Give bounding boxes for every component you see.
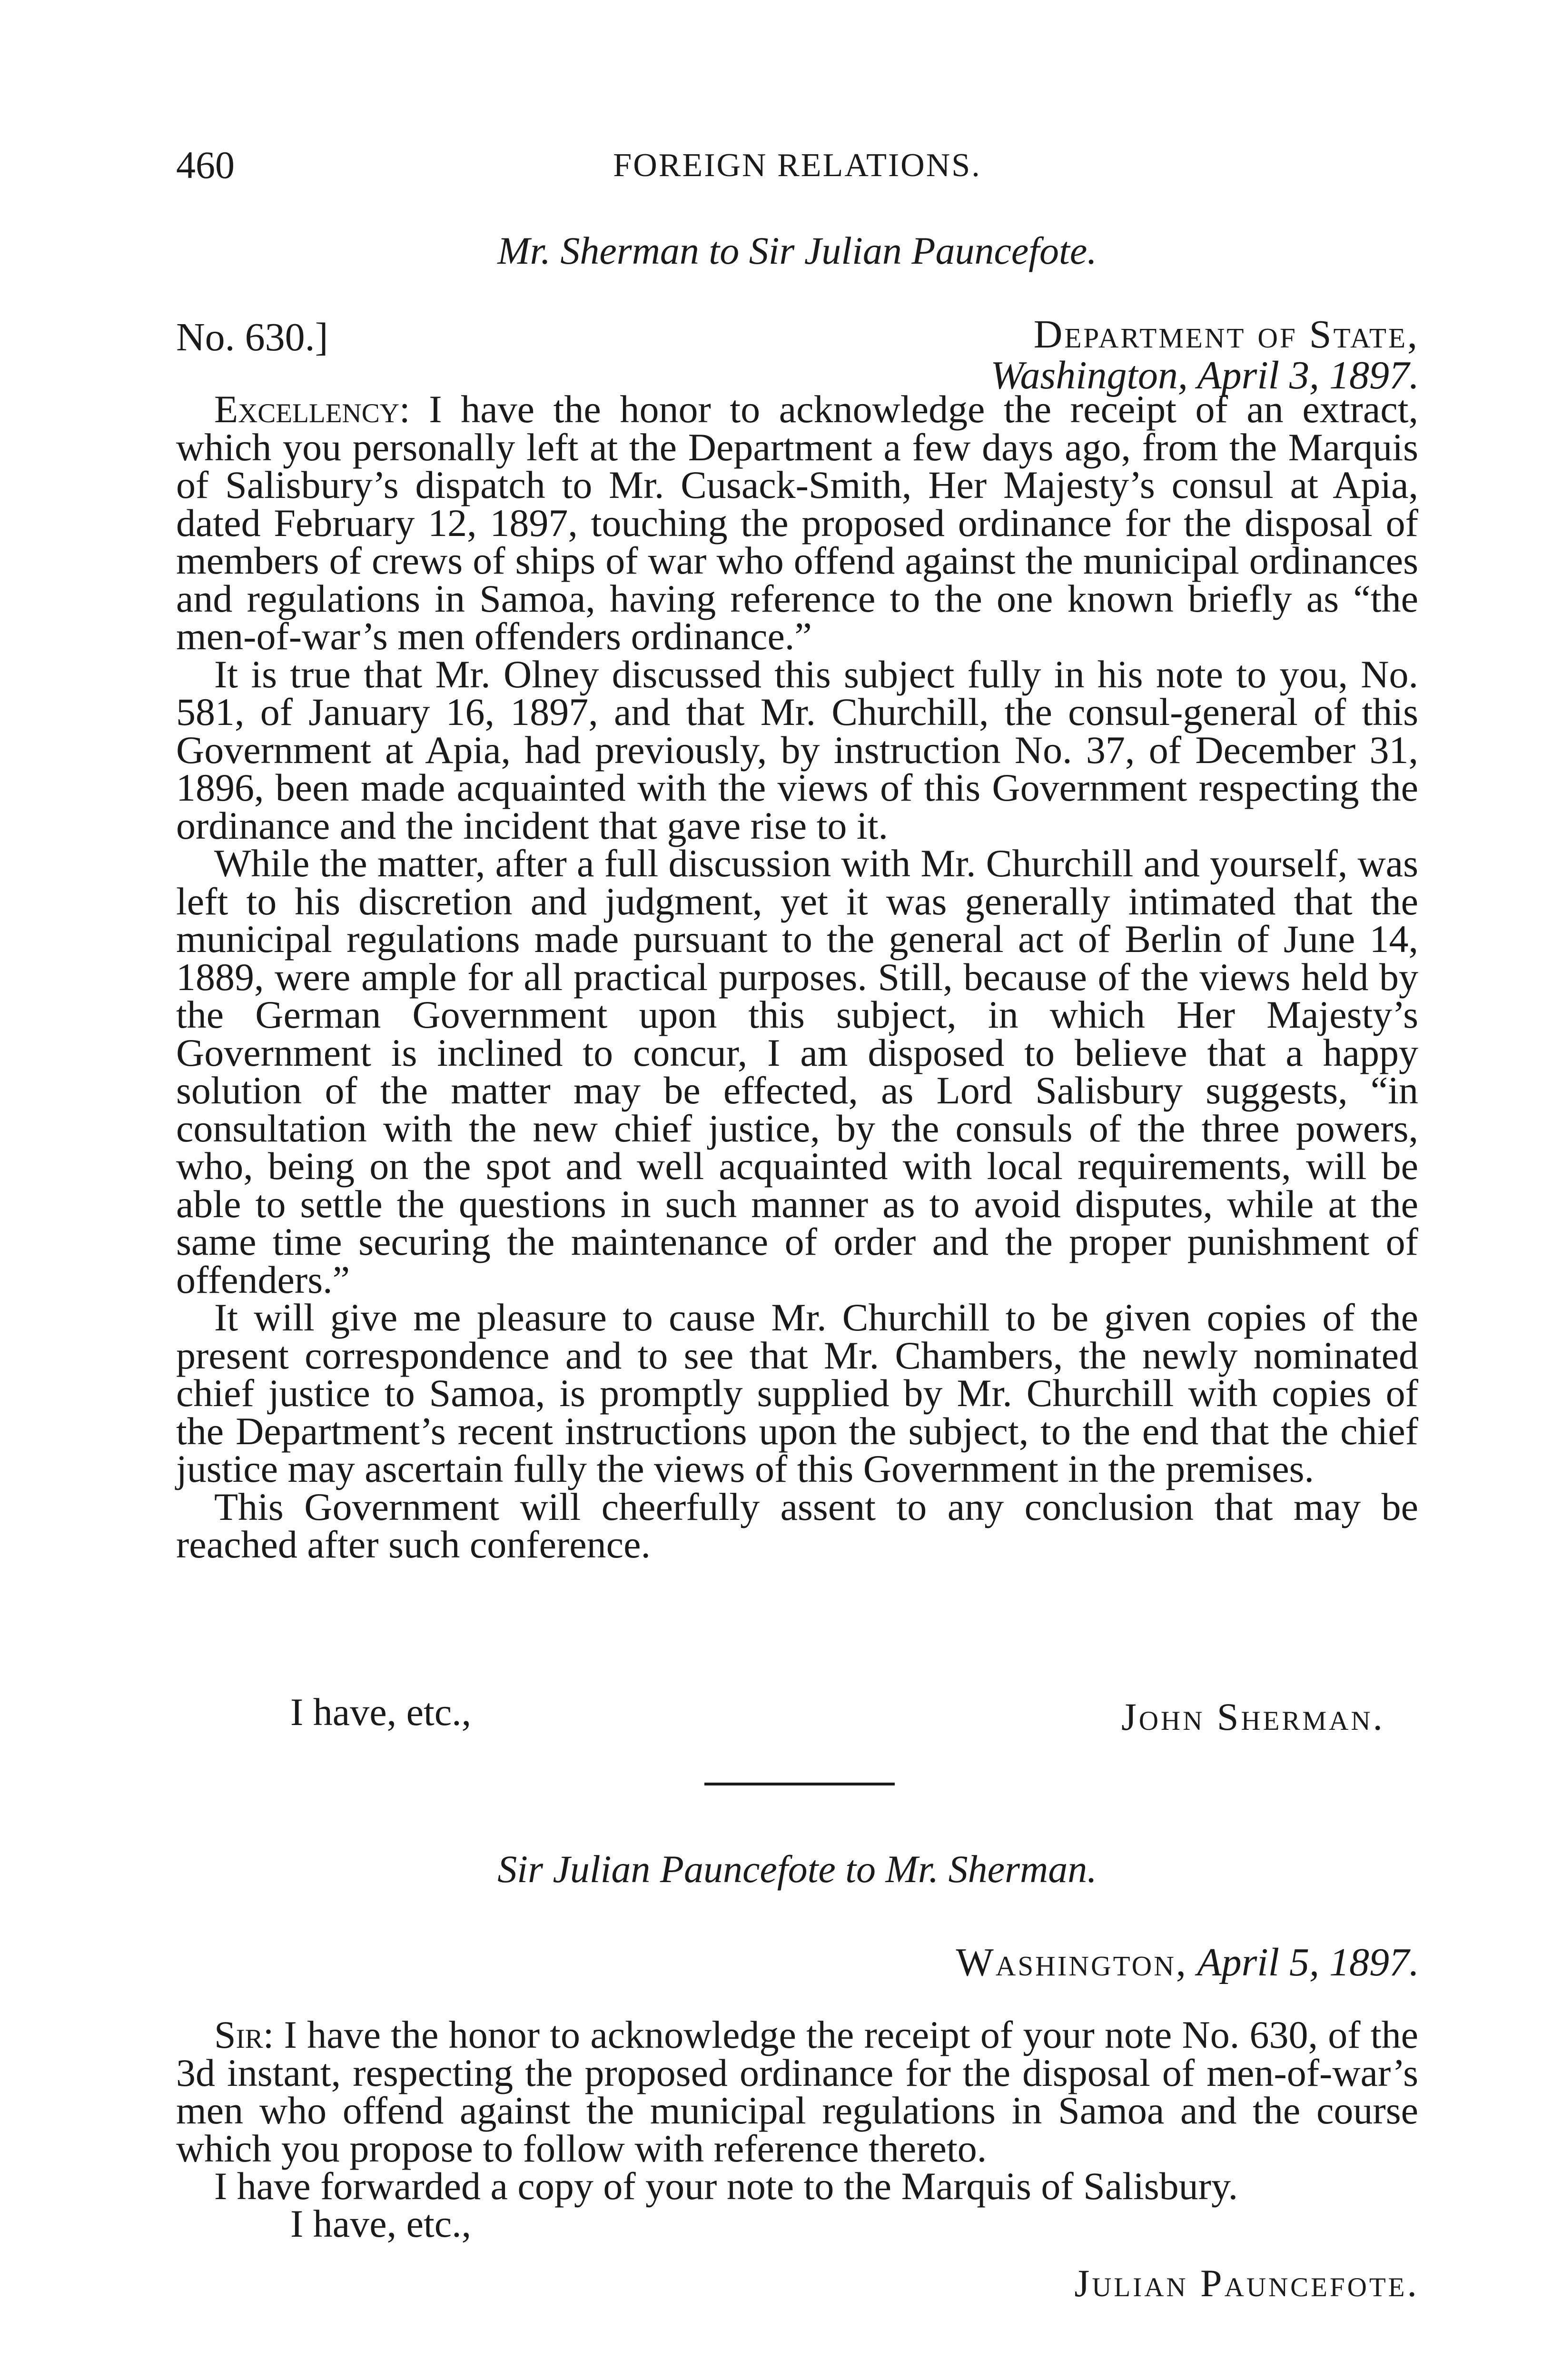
section-divider <box>704 1783 895 1785</box>
page-header <box>176 143 1418 195</box>
letter2-dateline <box>956 1942 1419 1983</box>
place: Washington, <box>956 1940 1188 1984</box>
paragraph: Excellency: I have the honor to acknowledge the receipt of an extract, which you personally left at the Department a few days ago, from the Marquis of Salisbury’s dispatch to Mr. Cusack-Smith, Her Majesty’s consul at Apia, dated February 12, 1897, touching the proposed ordinance for the disposal of members of crews of ships of war who offend against the municipal ordinances and regulations in Samoa, having reference to the one known briefly as “the men-of-war’s men offenders ordinance.” <box>176 387 1418 658</box>
closing-text: I have, etc., <box>290 2202 472 2245</box>
place-date: Washington, April 3, 1897. <box>990 353 1419 397</box>
page-number: 460 <box>176 143 235 187</box>
letter1-heading: Mr. Sherman to Sir Julian Pauncefote. <box>497 229 1097 272</box>
salutation: Sir: <box>214 2013 274 2056</box>
running-head: FOREIGN RELATIONS. <box>613 147 981 184</box>
signature: John Sherman. <box>1121 1695 1385 1738</box>
letter1-dateline <box>990 314 1419 396</box>
letter1-number: No. 630.] <box>176 315 328 359</box>
paragraph: This Government will cheerfully assent to any conclusion that may be reached after such conference. <box>176 1485 1418 1566</box>
closing-text: I have, etc., <box>290 1690 472 1734</box>
paragraph: I have forwarded a copy of your note to the Marquis of Salisbury. <box>214 2164 1238 2208</box>
date: April 5, 1897. <box>1187 1940 1419 1984</box>
salutation: Excellency: <box>214 387 410 431</box>
paragraph: Sir: I have the honor to acknowledge the receipt of your note No. 630, of the 3d instant, respecting the proposed ordinance for the disposal of men-of-war’s men who offend against the municipal regulations in Samoa and the course which you propose to follow with reference thereto. <box>176 2013 1418 2170</box>
letter2-body <box>176 2013 1418 2208</box>
letter2-heading: Sir Julian Pauncefote to Mr. Sherman. <box>497 1847 1097 1891</box>
paragraph: While the matter, after a full discussion with Mr. Churchill and yourself, was left to his discretion and judgment, yet it was generally intimated that the municipal regulations made pursuant to the general act of Berlin of June 14, 1889, were ample for all practical purposes. Still, because of the views held by the German Government upon this subject, in which Her Majesty’s Government is inclined to concur, I am disposed to believe that a happy solution of the matter may be effected, as Lord Salisbury suggests, “in consultation with the new chief justice, by the consuls of the three powers, who, being on the spot and well acquainted with local requirements, will be able to settle the questions in such manner as to avoid disputes, while at the same time securing the maintenance of order and the proper punishment of offenders.” <box>176 842 1418 1301</box>
department-name: Department of State, <box>1033 312 1419 357</box>
signature: Julian Pauncefote. <box>1074 2261 1419 2305</box>
paragraph: It is true that Mr. Olney discussed this subject fully in his note to you, No. 581, of January 16, 1897, and that Mr. Churchill, the consul-general of this Government at Apia, had previously, by instruction No. 37, of December 31, 1896, been made acquainted with the views of this Government respecting the ordinance and the incident that gave rise to it. <box>176 652 1418 847</box>
letter1-body <box>176 387 1418 1566</box>
paragraph: It will give me pleasure to cause Mr. Churchill to be given copies of the present correspondence and to see that Mr. Chambers, the newly nominated chief justice to Samoa, is promptly supplied by Mr. Churchill with copies of the Department’s recent instructions upon the subject, to the end that the chief justice may ascertain fully the views of this Government in the premises. <box>176 1296 1418 1490</box>
